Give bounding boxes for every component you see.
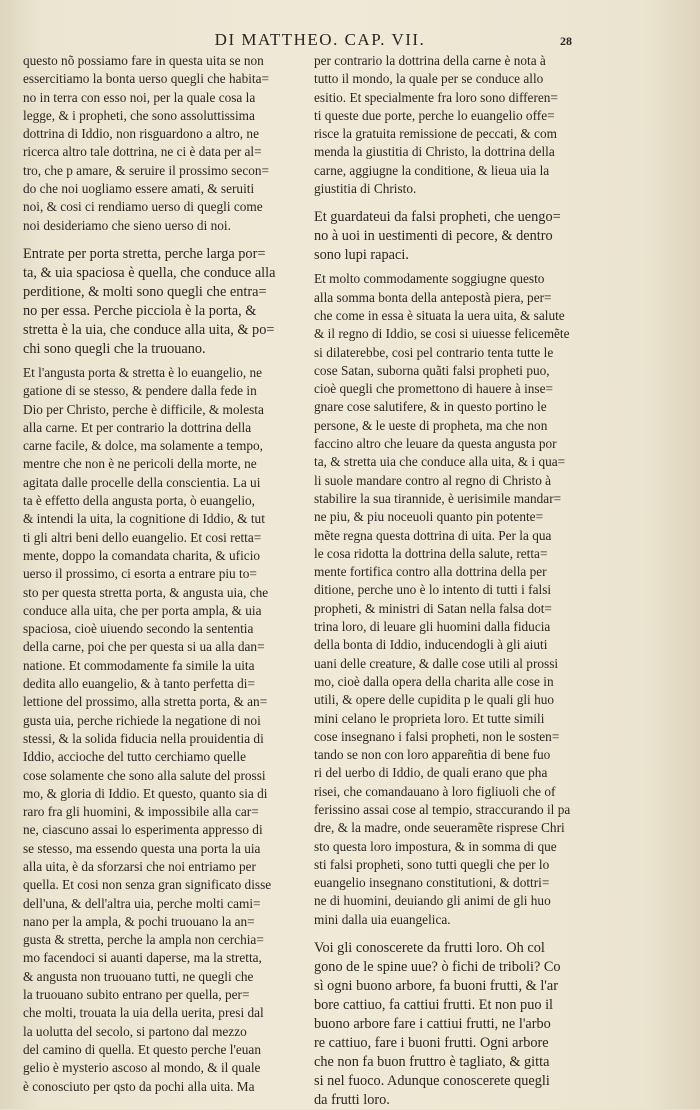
text-line: Iddio, accioche del tutto cerchiamo quelle [23,749,246,765]
text-line: noi, & cosi ci rendiamo uerso di quegli come [23,199,263,215]
text-line: mentre che non è ne pericoli della morte, ne [23,456,257,472]
text-line: no per essa. Perche picciola è la porta, & [23,302,257,319]
text-line: lettione del prossimo, alla stretta porta, & an= [23,694,268,710]
right-text-column [314,52,592,1109]
text-line: dottrina di Iddio, non risguardono a altro, ne [23,126,259,142]
text-line: alla somma bonta della antepostà piera, per= [314,289,552,305]
text-line: quella. Et cosi non senza gran significato disse [23,877,272,893]
text-line: menda la giustitia di Christo, la dottrina della [314,144,555,160]
left-text-column [23,52,301,1092]
text-line: buono arbore fare i cattiui frutti, ne l'arbo [314,1016,551,1033]
page-number: 28 [560,34,572,48]
text-line: questo nõ possiamo fare in questa uita se non [23,53,264,68]
text-line: tro, che p amare, & seruire il prossimo secon= [23,162,270,178]
text-line: essercitiamo la bonta uerso quegli che habita= [23,71,270,87]
running-title: DI MATTHEO. CAP. VII. [214,30,426,49]
text-line: che non fa buon fruttro è tagliato, & gitta [314,1054,550,1071]
text-line: tando se non con loro appareñtia di bene fuo [314,747,551,763]
text-line: no in terra con esso noi, per la quale cosa la [23,89,256,105]
text-line: dell'una, & dell'altra uia, perche molti cami= [23,895,261,911]
text-line: ricerca altro tale dottrina, ne ci è data per al= [23,144,262,160]
text-line: risei, che comandauano à loro figliuoli che of [314,783,556,799]
text-line: sto per questa stretta porta, & angusta uia, che [23,584,269,600]
text-line: che come in essa è situata la uera uita, & salute [314,307,565,323]
text-line: alla uita, è da sforzarsi che noi entriamo per [23,858,256,874]
text-line: Voi gli conoscerete da frutti loro. Oh col [314,940,545,957]
text-line: uani delle creature, & dalle cose utili al prossi [314,655,559,671]
commentary-paragraph [314,52,592,198]
text-line: ta, & stretta uia che conduce alla uita, & i qua= [314,454,566,470]
text-line: mo, cioè dalla opera della charita alle cose in [314,673,554,689]
text-line: dre, & la madre, onde seueramẽte risprese Chri [314,820,565,836]
scripture-verse-paragraph [314,208,592,265]
commentary-paragraph [23,52,301,235]
text-line: sì ogni buono arbore, fa buoni frutti, & l'ar [314,978,558,995]
text-line: ne piu, & piu noceuoli quanto pin potente= [314,509,544,525]
text-line: ri del uerbo di Iddio, de quali erano que pha [314,765,548,781]
text-line: mo, & gloria di Iddio. Et questo, quanto sia di [23,785,268,801]
text-line: da frutti loro. [314,1092,390,1109]
text-line: risce la gratuita remissione de peccati, & com [314,126,557,142]
text-line: cose insegnano i falsi propheti, non le sosten= [314,728,560,744]
text-line: alla carne. Et per contrario la dottrina della [23,419,252,435]
text-line: gelio è mysterio ascoso al mondo, & il quale [23,1060,261,1076]
text-line: la uolutta del secolo, si partono dal mezzo [23,1023,247,1039]
text-line: li suole mandare contro al regno di Christo à [314,472,552,488]
scripture-verse-paragraph [23,245,301,359]
text-line: ne, ciascuno assai lo esperimenta appresso di [23,822,263,838]
text-line: della carne, poi che per questa si ua alla dan= [23,639,265,655]
text-line: ta, & uia spaciosa è quella, che conduce alla [23,264,276,281]
text-line: ne di huomini, deuiando gli animi de gli huo [314,893,551,909]
text-line: legge, & i propheti, che sono assoluttissima [23,107,255,123]
scripture-verse-paragraph [314,939,592,1110]
text-line: stretta è la uia, che conduce alla uita, & po= [23,321,275,338]
text-line: ti queste due porte, perche lo euangelio offe= [314,107,555,123]
text-line: che molti, trouata la uia della uerita, presi dal [23,1005,264,1021]
text-line: spaciosa, cioè uiuendo secondo la sententia [23,621,254,637]
text-line: cose solamente che sono alla salute del prossi [23,767,266,783]
text-line: sono lupi rapaci. [314,247,409,264]
text-line: stessi, & la solida fiducia nella prouidentia di [23,730,264,746]
text-line: persone, & le ueste di propheta, ma che non [314,417,548,433]
text-line: natione. Et commodamente fa simile la uita [23,657,255,673]
text-line: noi desideriamo che sieno uerso di noi. [23,217,231,233]
text-line: gusta uia, perche richiede la negatione di noi [23,712,261,728]
text-line: del camino di quella. Et questo perche l'euan [23,1041,261,1057]
text-line: & intendi la uita, la cognitione di Iddio, & tut [23,511,265,527]
text-line: nano per la ampla, & pochi truouano la an= [23,913,255,929]
text-line: Et molto commodamente soggiugne questo [314,271,545,287]
text-line: esitio. Et specialmente fra loro sono differen= [314,89,558,105]
page-header [0,30,700,52]
text-line: è conosciuto per qsto da pochi alla uita. Ma [23,1078,255,1094]
text-line: tutto il mondo, la quale per se conduce allo [314,71,544,87]
text-line: ti gli altri beni dello euangelio. Et cosi retta= [23,529,262,545]
text-line: utili, & opere delle cupidita p le quali gli huo [314,692,555,708]
text-line: per contrario la dottrina della carne è nota à [314,53,546,68]
text-line: mini celano le proprieta loro. Et tutte simili [314,710,545,726]
text-line: gatione di se stesso, & pendere dalla fede in [23,383,257,399]
text-line: Et l'angusta porta & stretta è lo euangelio, ne [23,364,263,380]
text-line: gusta & stretta, perche la ampla non cerchia= [23,932,264,948]
text-line: gono de le spine uue? ò fichi de triboli? Co [314,959,561,976]
text-line: carne, aggiugne la conditione, & lieua uia la [314,162,550,178]
text-line: ferissino assai cose al tempio, straccurando il pa [314,801,571,817]
text-line: bore cattiuo, fa cattiui frutti. Et non puo il [314,997,554,1014]
text-line: uerso il prossimo, ci esorta a entrare piu to= [23,566,257,582]
text-line: re cattiuo, fare i buoni frutti. Ogni arbore [314,1035,549,1052]
text-line: perditione, & molti sono quegli che entra= [23,283,267,300]
text-line: trina loro, di leuare gli huomini dalla fiducia [314,619,551,635]
text-line: cose Satan, suborna quãti falsi propheti puo, [314,362,550,378]
text-line: cioè quegli che promettono di hauere à inse= [314,381,553,397]
text-line: do che noi uogliamo essere amati, & seruiti [23,181,255,197]
text-line: conduce alla uita, che per porta ampla, & uia [23,602,262,618]
text-line: & angusta non truouano tutti, ne quegli che [23,968,254,984]
text-line: ditione, perche uno è lo intento di tutti i falsi [314,582,552,598]
text-line: Entrate per porta stretta, perche larga por= [23,245,266,262]
text-line: propheti, & ministri di Satan nella falsa dot= [314,600,552,616]
text-line: sto questa loro impostura, & in somma di que [314,838,557,854]
text-line: euangelio insegnano constitutioni, & dottri= [314,875,550,891]
text-line: se stesso, ma essendo questa una porta la uia [23,840,261,856]
text-line: faccino altro che leuare da questa angusta por [314,436,557,452]
commentary-paragraph [23,364,301,1096]
text-line: mente fortifica contro alla dottrina della per [314,564,547,580]
text-line: raro fra gli huomini, & impossibile alla car= [23,804,259,820]
commentary-paragraph [314,270,592,929]
text-line: dedita allo euangelio, & à tanto perfetta di= [23,676,255,692]
text-line: le cosa ridotta la dottrina della salute, retta= [314,545,548,561]
text-line: mẽte regna questa dottrina di uita. Per la qua [314,527,552,543]
text-line: agitata dalle procelle della conscientia. La ui [23,474,261,490]
text-line: carne facile, & dolce, ma solamente a tempo, [23,438,263,454]
text-line: mo facendoci si auanti daperse, ma la stretta, [23,950,262,966]
text-line: Et guardateui da falsi propheti, che uengo= [314,209,561,226]
text-line: sti falsi propheti, sono tutti quegli che per lo [314,856,550,872]
text-line: la truouano subito entrano per quella, per= [23,987,250,1003]
text-line: gnare cose salutifere, & in questo portino le [314,399,547,415]
text-line: si dilaterebbe, cosi pel contrario tenta tutte le [314,344,554,360]
text-line: stabilire la sua tirannide, è uerisimile mandar= [314,490,562,506]
text-line: & il regno di Iddio, se cosi si uiuesse felicemẽte [314,326,570,342]
text-line: si nel fuoco. Adunque conoscerete quegli [314,1073,550,1090]
text-line: chi sono quegli che la truouano. [23,340,206,357]
text-line: Dio per Christo, perche è difficile, & molesta [23,401,264,417]
text-line: della bonta di Iddio, inducendogli à gli aiuti [314,637,548,653]
text-line: ta è effetto della angusta porta, ò euangelio, [23,493,255,509]
text-line: mente, doppo la comandata charita, & uficio [23,547,261,563]
text-line: mini dalla uia euangelica. [314,911,451,927]
text-line: giustitia di Christo. [314,181,417,197]
text-line: no à uoi in uestimenti di pecore, & dentro [314,228,553,245]
